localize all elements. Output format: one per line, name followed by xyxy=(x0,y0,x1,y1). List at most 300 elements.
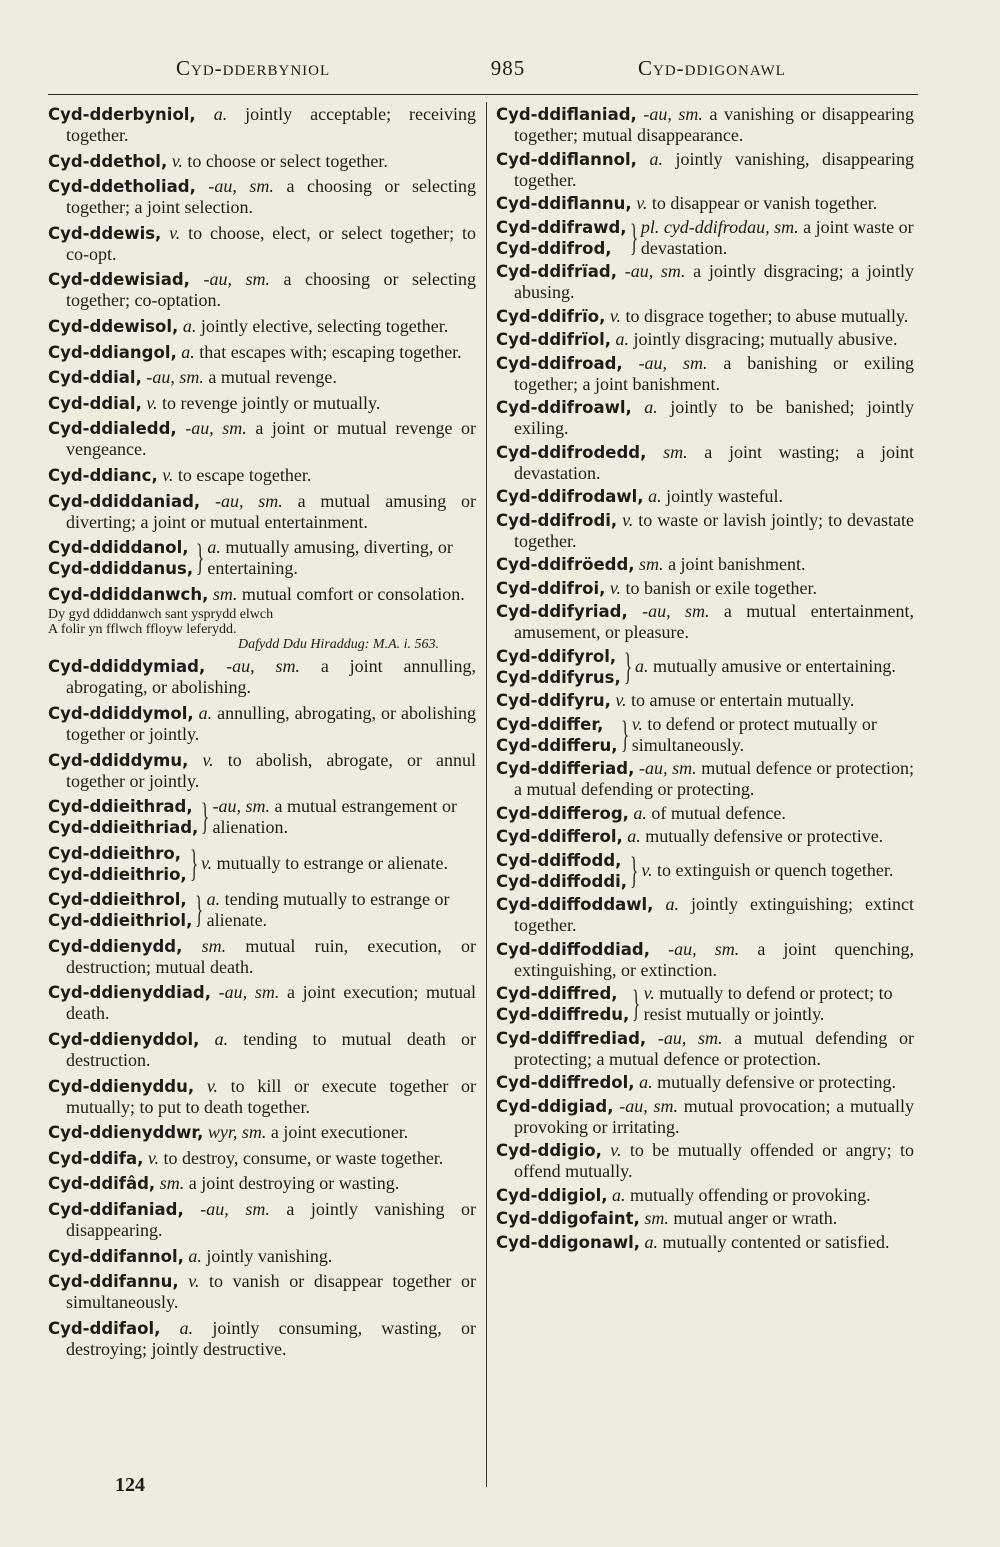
dictionary-entry xyxy=(496,1232,914,1253)
running-head xyxy=(48,56,952,84)
headword: Cyd-ddigofaint, xyxy=(496,1209,640,1228)
headword-group xyxy=(496,646,621,688)
header-first-word: Cyd-dderbyniol xyxy=(176,56,331,80)
part-of-speech: wyr, sm. xyxy=(207,1122,267,1143)
part-of-speech: v. xyxy=(188,1271,200,1292)
dictionary-entry-group xyxy=(48,889,476,931)
part-of-speech: a. xyxy=(644,1231,658,1252)
headword: Cyd-ddiffred, xyxy=(496,984,618,1003)
definition: a jointly vanishing or disappearing. xyxy=(66,1199,476,1241)
headword: Cyd-ddiddanwch, xyxy=(48,584,209,604)
definition: a joint executioner. xyxy=(270,1122,409,1143)
headword-group xyxy=(496,850,627,892)
part-of-speech: v. xyxy=(202,749,214,770)
dictionary-entry-group xyxy=(496,850,914,892)
dictionary-entry-group xyxy=(496,714,914,756)
part-of-speech: -au, sm. xyxy=(639,758,697,778)
headword: Cyd-dderbyniol, xyxy=(48,105,196,124)
definition: tending to mutual death or destruction. xyxy=(66,1029,477,1071)
headword: Cyd-ddifannol, xyxy=(48,1246,184,1266)
headword: Cyd-ddial, xyxy=(48,368,142,388)
headword: Cyd-ddial, xyxy=(48,393,142,413)
part-of-speech: -au, sm. xyxy=(218,982,280,1003)
definition: jointly to be banished; jointly exiling. xyxy=(514,397,915,438)
part-of-speech: a. xyxy=(665,894,679,914)
headword: Cyd-ddienyddwr, xyxy=(48,1123,204,1143)
part-of-speech: v. xyxy=(146,392,158,413)
definition: mutual comfort or consolation. xyxy=(241,583,465,604)
part-of-speech: -au, sm. xyxy=(203,269,270,290)
header-rule xyxy=(48,94,918,95)
part-of-speech: -au, sm. xyxy=(212,796,271,817)
headword: Cyd-ddifrïol, xyxy=(496,330,612,349)
part-of-speech: v. xyxy=(609,577,622,598)
dictionary-entry xyxy=(496,353,914,395)
part-of-speech: a. xyxy=(188,1245,202,1266)
dictionary-entry xyxy=(48,1199,476,1241)
dictionary-entry-group xyxy=(48,796,476,838)
definition: jointly vanishing, disappearing together. xyxy=(514,148,915,190)
dictionary-entry-group xyxy=(48,537,476,579)
part-of-speech: -au, sm. xyxy=(668,938,740,959)
part-of-speech: v. xyxy=(169,222,181,243)
brace-mark: } xyxy=(632,983,641,1025)
part-of-speech: sm. xyxy=(639,554,664,574)
headword: Cyd-ddifferu, xyxy=(496,735,618,755)
headword-group xyxy=(496,983,629,1025)
page-number: 985 xyxy=(490,56,526,80)
headword: Cyd-ddifröedd, xyxy=(496,555,635,574)
part-of-speech: a. xyxy=(182,315,197,336)
part-of-speech: sm. xyxy=(159,1173,185,1194)
part-of-speech: v. xyxy=(631,713,643,734)
part-of-speech: v. xyxy=(200,853,213,874)
dictionary-entry xyxy=(48,269,476,311)
definition: a choosing or selecting together; a joint selection. xyxy=(66,176,476,218)
part-of-speech: -au, sm. xyxy=(642,601,710,621)
part-of-speech: v. xyxy=(615,690,627,710)
dictionary-entry xyxy=(496,554,914,575)
headword: Cyd-ddifroad, xyxy=(496,353,623,373)
part-of-speech: sm. xyxy=(201,935,227,956)
entry-body xyxy=(644,983,914,1025)
headword: Cyd-ddifrïad, xyxy=(496,262,617,281)
definition: to abolish, abrogate, or annul together or jointly. xyxy=(66,749,477,791)
part-of-speech: v. xyxy=(622,509,634,530)
entry-body xyxy=(213,796,476,838)
entry-body xyxy=(207,889,476,931)
dictionary-entry xyxy=(496,939,914,981)
brace-mark: } xyxy=(201,796,210,839)
part-of-speech: -au, sm. xyxy=(619,1095,679,1116)
part-of-speech: v. xyxy=(636,193,648,213)
headword: Cyd-ddieithrio, xyxy=(48,864,187,884)
part-of-speech: -au, sm. xyxy=(657,1027,723,1048)
headword: Cyd-ddieithro, xyxy=(48,843,182,863)
definition: jointly disgracing; mutually abusive. xyxy=(633,329,898,349)
headword: Cyd-ddifroi, xyxy=(496,578,606,598)
headword: Cyd-ddifa, xyxy=(48,1148,144,1168)
definition: mutual anger or wrath. xyxy=(673,1208,838,1228)
definition: a vanishing or disappearing together; mutual disappearance. xyxy=(514,104,915,145)
headword-group xyxy=(48,843,187,885)
dictionary-entry xyxy=(48,393,476,414)
definition: a joint waste or devastation. xyxy=(640,216,914,258)
definition: to kill or execute together or mutually; to put to death together. xyxy=(66,1075,477,1117)
dictionary-entry xyxy=(496,397,914,439)
headword: Cyd-ddifyrol, xyxy=(496,646,617,666)
definition: a mutual entertainment, amusement, or pleasure. xyxy=(514,601,915,642)
definition: tending mutually to estrange or alienate. xyxy=(206,889,450,931)
dictionary-entry xyxy=(48,367,476,388)
definition: jointly wasteful. xyxy=(666,486,784,506)
headword: Cyd-ddiddanus, xyxy=(48,559,194,579)
part-of-speech: v. xyxy=(171,150,183,171)
definition: to disappear or vanish together. xyxy=(651,193,878,213)
dictionary-entry xyxy=(496,1208,914,1229)
definition: to banish or exile together. xyxy=(625,577,817,598)
right-column xyxy=(496,104,914,1255)
column-divider xyxy=(486,102,487,1487)
headword: Cyd-ddiffoddiad, xyxy=(496,939,650,959)
entry-body xyxy=(207,537,476,579)
part-of-speech: a. xyxy=(213,104,228,124)
headword: Cyd-ddigio, xyxy=(496,1141,602,1160)
headword: Cyd-ddialedd, xyxy=(48,419,177,439)
brace-mark: } xyxy=(630,849,639,892)
headword: Cyd-ddifaol, xyxy=(48,1318,161,1338)
headword: Cyd-ddifrod, xyxy=(496,238,612,258)
headword: Cyd-ddienyddiad, xyxy=(48,983,211,1003)
definition: jointly acceptable; receiving together. xyxy=(66,104,477,145)
definition: to waste or lavish jointly; to devastate together. xyxy=(514,509,915,551)
brace-mark: } xyxy=(623,645,632,688)
definition: a joint wasting; a joint devastation. xyxy=(514,441,915,483)
part-of-speech: v. xyxy=(206,1075,218,1096)
part-of-speech: a. xyxy=(198,702,213,723)
part-of-speech: -au, sm. xyxy=(215,490,283,511)
signature-mark: 124 xyxy=(115,1474,145,1496)
dictionary-entry xyxy=(48,1029,476,1071)
headword: Cyd-ddieithriol, xyxy=(48,911,193,931)
dictionary-entry xyxy=(496,486,914,507)
part-of-speech: -au, sm. xyxy=(208,176,274,197)
dictionary-entry xyxy=(496,803,914,824)
headword: Cyd-ddigiad, xyxy=(496,1096,614,1116)
dictionary-entry xyxy=(48,1173,476,1194)
dictionary-entry xyxy=(48,1246,476,1267)
dictionary-entry xyxy=(496,104,914,146)
headword: Cyd-ddifaniad, xyxy=(48,1200,184,1220)
part-of-speech: a. xyxy=(615,329,630,349)
dictionary-entry xyxy=(48,982,476,1024)
headword: Cyd-ddiffer, xyxy=(496,714,604,734)
dictionary-entry xyxy=(48,491,476,533)
dictionary-entry xyxy=(48,1271,476,1313)
headword: Cyd-ddieithrol, xyxy=(48,890,187,910)
definition: to amuse or entertain mutually. xyxy=(631,690,855,710)
part-of-speech: a. xyxy=(627,826,641,846)
part-of-speech: sm. xyxy=(663,441,688,462)
dictionary-entry xyxy=(48,1318,476,1360)
headword: Cyd-ddienyddol, xyxy=(48,1030,200,1050)
part-of-speech: v. xyxy=(147,1147,160,1168)
definition: mutual ruin, execution, or destruction; mutual death. xyxy=(66,935,477,977)
headword: Cyd-ddiddymu, xyxy=(48,750,189,770)
definition: to choose or select together. xyxy=(187,150,388,171)
definition: to vanish or disappear together or simultaneously. xyxy=(66,1271,477,1313)
part-of-speech: a. xyxy=(181,341,195,362)
dictionary-entry-group xyxy=(496,646,914,688)
dictionary-entry xyxy=(48,316,476,337)
definition: mutually contented or satisfied. xyxy=(662,1231,890,1252)
definition: jointly elective, selecting together. xyxy=(200,315,449,336)
headword: Cyd-ddifyrus, xyxy=(496,667,621,687)
dictionary-entry xyxy=(496,1028,914,1070)
headword: Cyd-ddifrawd, xyxy=(496,217,627,237)
part-of-speech: a. xyxy=(179,1317,194,1338)
headword-group xyxy=(48,537,193,579)
headword: Cyd-ddiffrediad, xyxy=(496,1028,647,1048)
headword: Cyd-ddewis, xyxy=(48,223,162,243)
part-of-speech: -au, sm. xyxy=(643,104,703,124)
part-of-speech: a. xyxy=(612,1184,626,1205)
definition: annulling, abrogating, or abolishing together or jointly. xyxy=(66,702,477,744)
headword-group xyxy=(496,217,627,259)
definition: a mutual amusing or diverting; a joint or mutual entertainment. xyxy=(66,490,477,532)
part-of-speech: a. xyxy=(648,486,662,506)
headword: Cyd-ddifyru, xyxy=(496,691,611,710)
brace-mark: } xyxy=(195,889,204,932)
definition: a choosing or selecting together; co-optation. xyxy=(66,269,476,311)
quotation-line: A folir yn fflwch ffloyw leferydd. xyxy=(48,622,237,638)
dictionary-entry-group xyxy=(48,843,476,885)
headword: Cyd-ddieithrad, xyxy=(48,797,193,817)
brace-mark: } xyxy=(189,842,198,885)
headword: Cyd-ddewisol, xyxy=(48,316,179,336)
headword: Cyd-ddiddaniad, xyxy=(48,491,201,511)
definition: to escape together. xyxy=(177,464,312,485)
part-of-speech: -au, sm. xyxy=(226,656,300,677)
definition: to extinguish or quench together. xyxy=(656,860,894,880)
dictionary-entry xyxy=(496,149,914,191)
headword: Cyd-ddifrodi, xyxy=(496,510,618,530)
dictionary-entry xyxy=(496,1072,914,1093)
definition: mutually to estrange or alienate. xyxy=(216,853,449,874)
dictionary-entry xyxy=(496,510,914,552)
definition: that escapes with; escaping together. xyxy=(199,341,462,362)
headword: Cyd-ddethol, xyxy=(48,151,168,171)
definition: a joint execution; mutual death. xyxy=(66,982,476,1024)
headword: Cyd-ddifferiad, xyxy=(496,759,635,778)
headword-group xyxy=(496,714,618,756)
definition: a mutual defending or protecting; a mutual defence or protection. xyxy=(514,1027,915,1069)
part-of-speech: -au, sm. xyxy=(638,352,708,373)
dictionary-entry xyxy=(496,306,914,327)
headword: Cyd-ddigiol, xyxy=(496,1185,608,1205)
dictionary-entry xyxy=(48,936,476,978)
definition: mutually offending or provoking. xyxy=(630,1184,871,1205)
definition: mutually to defend or protect; to resist mutually or jointly. xyxy=(643,983,893,1024)
headword: Cyd-ddieithriad, xyxy=(48,818,199,838)
dictionary-entry xyxy=(48,1076,476,1118)
part-of-speech: v. xyxy=(610,1140,622,1160)
dictionary-entry-group xyxy=(496,217,914,259)
headword: Cyd-ddifferog, xyxy=(496,803,629,823)
part-of-speech: a. xyxy=(207,537,221,558)
headword: Cyd-ddiffoddi, xyxy=(496,871,628,891)
headword: Cyd-ddiddymiad, xyxy=(48,657,206,677)
part-of-speech: v. xyxy=(643,983,655,1003)
headword: Cyd-ddifyriad, xyxy=(496,602,628,621)
dictionary-entry xyxy=(48,656,476,698)
part-of-speech: v. xyxy=(609,305,622,326)
part-of-speech: v. xyxy=(162,464,174,485)
headword: Cyd-ddifannu, xyxy=(48,1272,179,1292)
definition: to be mutually offended or angry; to offend mutually. xyxy=(514,1140,914,1181)
definition: a joint or mutual revenge or vengeance. xyxy=(66,418,476,460)
brace-mark: } xyxy=(620,713,629,756)
headword: Cyd-ddiffredu, xyxy=(496,1005,630,1024)
definition: a joint annulling, abrogating, or abolishing. xyxy=(66,656,477,698)
dictionary-entry xyxy=(496,442,914,484)
brace-mark: } xyxy=(196,537,205,580)
headword-group xyxy=(48,889,192,931)
header-last-word: Cyd-ddigonawl xyxy=(638,56,786,80)
definition: to defend or protect mutually or simultaneously. xyxy=(631,713,877,755)
dictionary-entry xyxy=(48,1122,476,1143)
entry-body xyxy=(641,217,914,259)
dictionary-entry xyxy=(496,894,914,936)
definition: a banishing or exiling together; a joint banishment. xyxy=(514,352,914,394)
dictionary-entry xyxy=(48,750,476,792)
entry-body xyxy=(632,714,914,756)
dictionary-entry xyxy=(48,1148,476,1169)
dictionary-entry xyxy=(48,342,476,363)
part-of-speech: a. xyxy=(206,889,221,910)
headword: Cyd-ddifâd, xyxy=(48,1174,156,1194)
definition: mutual defence or protection; a mutual defending or protecting. xyxy=(514,758,915,799)
definition: jointly consuming, wasting, or destroying; jointly destructive. xyxy=(66,1317,477,1359)
headword: Cyd-ddiffredol, xyxy=(496,1073,635,1092)
part-of-speech: v. xyxy=(641,860,653,880)
quotation-line: Dy gyd ddiddanwch sant ysprydd elwch xyxy=(48,607,274,623)
definition: jointly extinguishing; extinct together. xyxy=(514,894,915,935)
headword: Cyd-ddiddymol, xyxy=(48,703,194,723)
dictionary-entry xyxy=(48,418,476,460)
dictionary-entry xyxy=(496,329,914,350)
entry-body xyxy=(201,853,476,874)
part-of-speech: -au, sm. xyxy=(185,418,247,439)
headword: Cyd-ddetholiad, xyxy=(48,177,196,197)
definition: a jointly disgracing; a jointly abusing. xyxy=(514,261,914,302)
part-of-speech: pl. cyd-ddifrodau, sm. xyxy=(640,216,799,237)
part-of-speech: -au, sm. xyxy=(146,367,204,388)
part-of-speech: a. xyxy=(639,1072,653,1092)
definition: mutually defensive or protecting. xyxy=(657,1072,897,1092)
headword: Cyd-ddienydd, xyxy=(48,936,183,956)
headword: Cyd-ddewisiad, xyxy=(48,270,190,290)
headword: Cyd-ddiddanol, xyxy=(48,538,189,558)
dictionary-entry-group xyxy=(496,983,914,1025)
definition: mutual provocation; a mutually provoking or irritating. xyxy=(514,1095,915,1137)
headword: Cyd-ddiangol, xyxy=(48,342,177,362)
headword: Cyd-ddiflannu, xyxy=(496,194,632,213)
definition: a joint destroying or wasting. xyxy=(188,1173,400,1194)
entry-body xyxy=(635,656,914,677)
part-of-speech: -au, sm. xyxy=(624,261,686,281)
dictionary-entry xyxy=(48,465,476,486)
dictionary-entry xyxy=(496,601,914,643)
dictionary-entry xyxy=(496,193,914,214)
dictionary-entry xyxy=(48,703,476,745)
dictionary-entry xyxy=(496,261,914,303)
part-of-speech: a. xyxy=(634,656,649,676)
dictionary-entry xyxy=(48,176,476,218)
definition: to revenge jointly or mutually. xyxy=(162,392,381,413)
headword: Cyd-ddigonawl, xyxy=(496,1232,640,1252)
definition: jointly vanishing. xyxy=(206,1245,333,1266)
definition: mutually amusive or entertaining. xyxy=(652,656,896,676)
part-of-speech: -au, sm. xyxy=(200,1199,270,1220)
headword: Cyd-ddianc, xyxy=(48,465,158,485)
part-of-speech: sm. xyxy=(644,1208,669,1228)
definition: mutually defensive or protective. xyxy=(645,826,884,846)
dictionary-entry xyxy=(496,1185,914,1206)
dictionary-entry xyxy=(496,1140,914,1182)
definition: to choose, elect, or select together; to co-opt. xyxy=(66,222,476,264)
dictionary-entry xyxy=(48,151,476,172)
part-of-speech: a. xyxy=(633,802,647,823)
brace-mark: } xyxy=(629,216,638,259)
dictionary-entry xyxy=(496,690,914,711)
definition: a mutual estrangement or alienation. xyxy=(212,796,457,838)
headword: Cyd-ddifroawl, xyxy=(496,398,632,417)
quotation-citation: Dafydd Ddu Hiraddug: M.A. i. 563. xyxy=(238,637,440,653)
dictionary-entry xyxy=(496,1096,914,1138)
headword: Cyd-ddifrodawl, xyxy=(496,487,644,506)
definition: of mutual defence. xyxy=(651,802,786,823)
part-of-speech: sm. xyxy=(212,583,238,604)
definition: a joint banishment. xyxy=(668,554,806,574)
definition: mutually amusing, diverting, or entertaining. xyxy=(207,537,453,579)
part-of-speech: a. xyxy=(644,397,658,417)
headword: Cyd-ddiflaniad, xyxy=(496,105,637,124)
left-column xyxy=(48,104,476,1364)
headword: Cyd-ddifrïo, xyxy=(496,306,606,326)
dictionary-entry xyxy=(48,223,476,265)
quotation xyxy=(48,607,476,652)
dictionary-entry xyxy=(496,578,914,599)
definition: to destroy, consume, or waste together. xyxy=(163,1147,444,1168)
definition: a mutual revenge. xyxy=(208,367,337,388)
part-of-speech: a. xyxy=(649,148,663,169)
headword: Cyd-ddiflannol, xyxy=(496,149,637,169)
headword: Cyd-ddifrodedd, xyxy=(496,442,647,462)
definition: to disgrace together; to abuse mutually. xyxy=(625,305,909,326)
dictionary-entry xyxy=(48,104,476,146)
part-of-speech: a. xyxy=(214,1029,229,1050)
dictionary-entry xyxy=(496,826,914,847)
headword: Cyd-ddiffodd, xyxy=(496,850,622,870)
headword-group xyxy=(48,796,198,838)
headword: Cyd-ddifferol, xyxy=(496,827,623,846)
headword: Cyd-ddiffoddawl, xyxy=(496,895,654,914)
headword: Cyd-ddienyddu, xyxy=(48,1076,195,1096)
dictionary-entry xyxy=(496,758,914,800)
entry-body xyxy=(641,860,914,881)
dictionary-entry xyxy=(48,584,476,605)
